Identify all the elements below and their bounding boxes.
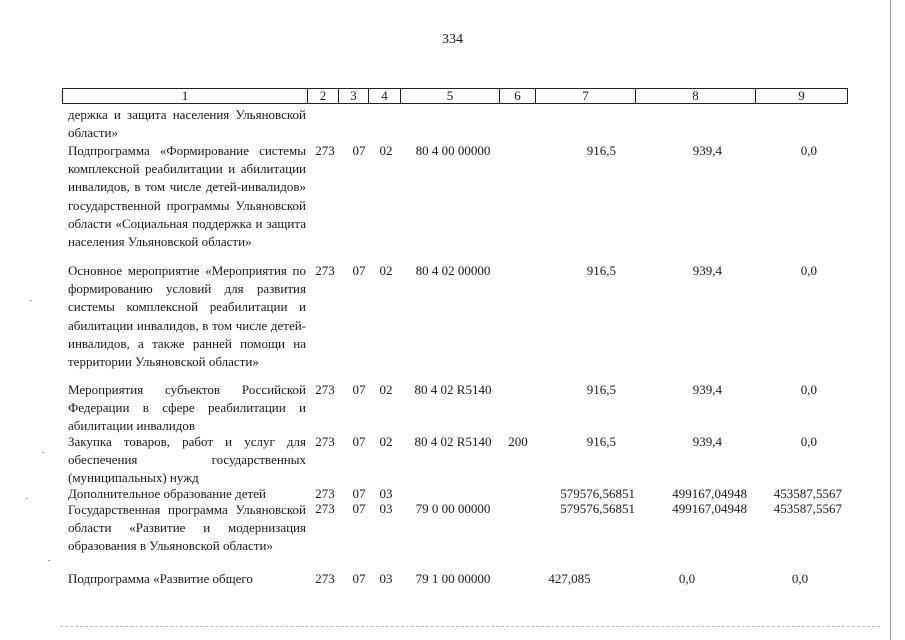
cell-section: 07: [352, 501, 366, 516]
cell-value-col9: 0,0: [800, 382, 817, 397]
cell-ministry: 273: [315, 571, 335, 586]
header-col-6: 6: [500, 89, 536, 103]
cell-section: 07: [352, 382, 366, 397]
cell-ministry: 273: [315, 382, 335, 397]
cell-value-col7: 579576,56851: [560, 501, 635, 516]
row-name: Основное мероприятие «Мероприятия по формированию условий для развития системы комплексной реабилитации и абилитации инвалидов, в том числе детей-инвалидов, а также ранней помощи на территории Ульяновской области»: [68, 263, 306, 370]
cell-value-col9: 453587,5567: [773, 501, 842, 516]
cell-target-code: 80 4 00 00000: [415, 143, 491, 158]
cell-ministry: 273: [315, 434, 335, 449]
cell-value-col9: 453587,5567: [773, 486, 842, 501]
row-name: Подпрограмма «Развитие общего: [68, 571, 253, 586]
cell-ministry: 273: [315, 486, 335, 501]
cell-value-col9: 0,0: [800, 263, 817, 278]
cell-subsection: 02: [379, 143, 393, 158]
header-col-5: 5: [401, 89, 500, 103]
row-name: Подпрограмма «Формирование системы комплексной реабилитации и абилитации инвалидов, в том числе детей-инвалидов» государственной программы Ульяновской области «Социальная поддержка и защита населения Ульяновской области»: [68, 143, 306, 250]
row-name: держка и защита населения Ульяновской области»: [68, 107, 306, 141]
cell-subsection: 02: [379, 263, 393, 278]
cell-section: 07: [352, 143, 366, 158]
cell-value-col9: 0,0: [791, 571, 809, 586]
header-col-1: 1: [63, 89, 308, 103]
cell-ministry: 273: [315, 143, 335, 158]
cell-value-col8: 939,4: [692, 434, 722, 449]
cell-value-col8: 939,4: [692, 263, 722, 278]
cell-value-col7: 916,5: [586, 382, 616, 397]
cell-value-col7: 916,5: [586, 143, 616, 158]
cell-value-col7: 579576,56851: [560, 486, 635, 501]
cell-subsection: 03: [379, 571, 393, 586]
cell-value-col8: 939,4: [692, 143, 722, 158]
row-name: Закупка товаров, работ и услуг для обеспечения государственных (муниципальных) нужд: [68, 434, 306, 486]
cell-target-code: 79 0 00 00000: [415, 501, 491, 516]
page-edge-line: [890, 0, 891, 640]
cell-section: 07: [352, 263, 366, 278]
row-name: Мероприятия субъектов Российской Федерации в сфере реабилитации и абилитации инвалидов: [68, 382, 306, 434]
cell-value-col9: 0,0: [800, 434, 817, 449]
scan-speck: [42, 452, 44, 453]
cell-ministry: 273: [315, 263, 335, 278]
cell-value-col8: 499167,04948: [672, 501, 747, 516]
page-number: 334: [442, 32, 463, 47]
cell-value-col8: 0,0: [678, 571, 696, 586]
cell-section: 07: [352, 571, 366, 586]
cell-value-col9: 0,0: [800, 143, 817, 158]
header-col-2: 2: [308, 89, 339, 103]
table-header: [62, 88, 848, 104]
cell-subsection: 03: [379, 501, 393, 516]
cell-value-col7: 916,5: [586, 263, 616, 278]
scan-noise-line: [60, 626, 880, 627]
cell-target-code: 79 1 00 00000: [415, 571, 491, 586]
cell-value-col7: 427,085: [548, 571, 591, 586]
scan-speck: [30, 300, 32, 301]
cell-subsection: 02: [379, 434, 393, 449]
cell-target-code: 80 4 02 R5140: [414, 434, 492, 449]
cell-ministry: 273: [315, 501, 335, 516]
scan-speck: [26, 498, 28, 499]
row-name: Государственная программа Ульяновской области «Развитие и модернизация образования в Ульяновской области»: [68, 502, 306, 554]
cell-section: 07: [352, 434, 366, 449]
scan-speck: [48, 560, 50, 561]
cell-value-col8: 499167,04948: [672, 486, 747, 501]
budget-table: [62, 104, 848, 624]
header-col-9: 9: [798, 88, 805, 103]
cell-target-code: 80 4 02 R5140: [414, 382, 492, 397]
cell-value-col7: 916,5: [586, 434, 616, 449]
header-col-4: 4: [369, 89, 401, 103]
cell-subsection: 03: [379, 486, 393, 501]
header-col-7: 7: [536, 89, 636, 103]
header-col-8: 8: [636, 89, 756, 103]
cell-subsection: 02: [379, 382, 393, 397]
cell-expense-type: 200: [508, 434, 528, 449]
header-col-3: 3: [339, 89, 369, 103]
row-name: Дополнительное образование детей: [68, 486, 266, 501]
cell-section: 07: [352, 486, 366, 501]
cell-value-col8: 939,4: [692, 382, 722, 397]
cell-target-code: 80 4 02 00000: [415, 263, 491, 278]
